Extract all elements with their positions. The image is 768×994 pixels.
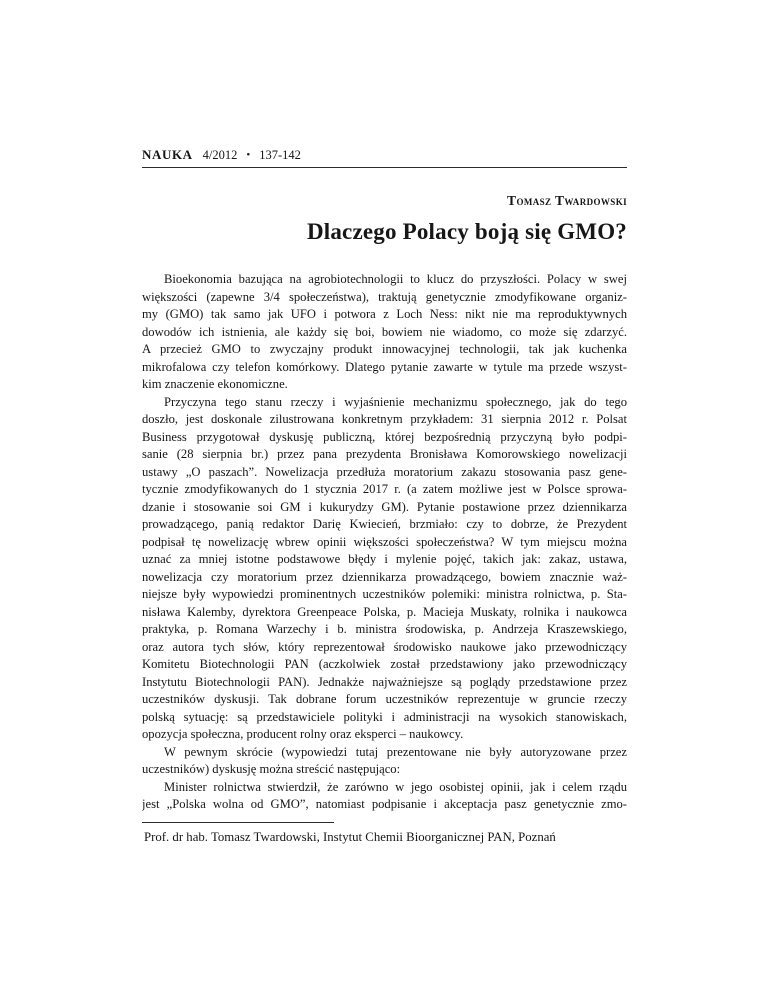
- text-line: uczestników dyskusji. Tak dobrane forum uczestników reprezentuje w gruncie rzeczy: [142, 692, 627, 706]
- text-line: A przecież GMO to zwyczajny produkt innowacyjnej technologii, tak jak kuchenka: [142, 342, 627, 356]
- text-line: dzanie i stosowanie soi GM i kukurydzy GM). Pytanie postawione przez dziennikarza: [142, 499, 627, 514]
- text-line: podpisał tę nowelizację wbrew opinii większości społeczeństwa? W tym miejscu można: [142, 534, 627, 549]
- paragraph: [142, 271, 627, 394]
- paragraph: [142, 779, 627, 814]
- text-line: mikrofalowa czy telefon komórkowy. Dlatego pytanie zawarte w tytule ma przede wszyst-: [142, 359, 627, 374]
- text-line: Przyczyna tego stanu rzeczy i wyjaśnienie mechanizmu społecznego, jak do tego: [164, 394, 627, 409]
- issue-number: 4/2012: [202, 148, 238, 162]
- article-body: [142, 271, 627, 814]
- footnote-text: Prof. dr hab. Tomasz Twardowski, Instytut Chemii Bioorganicznej PAN, Poznań: [144, 830, 556, 844]
- journal-name: NAUKA: [142, 147, 193, 162]
- journal-header: [142, 147, 627, 168]
- text-line: jest „Polska wolna od GMO”, natomiast podpisanie i akceptacja pasz genetycznie zmo-: [142, 797, 627, 811]
- author-name: Tomasz Twardowski: [507, 193, 627, 208]
- text-line: polską sytuację: są przedstawiciele polityki i administracji na wysokich stanowiskach,: [142, 709, 627, 724]
- text-line: kim znaczenie ekonomiczne.: [142, 377, 288, 391]
- text-line: Komitetu Biotechnologii PAN (aczkolwiek został przedstawiony jako przewodniczący: [142, 657, 627, 671]
- text-line: uznać za mniej istotne podstawowe błędy i mylenie pojęć, takich jak: zakaz, ustawa,: [142, 552, 627, 566]
- paragraph: [142, 394, 627, 744]
- text-line: doszło, jest doskonale zilustrowana konkretnym przykładem: 31 sierpnia 2012 r. Polsat: [142, 412, 627, 426]
- text-line: my (GMO) tak samo jak UFO i potwora z Loch Ness: nikt nie ma reproduktywnych: [142, 307, 627, 321]
- text-line: sanie (28 sierpnia br.) przez pana prezydenta Bronisława Komorowskiego nowelizacji: [142, 447, 627, 461]
- footnote-divider: [142, 822, 334, 823]
- text-line: nisława Kalemby, dyrektora Greenpeace Polska, p. Macieja Muskaty, rolnika i naukowca: [142, 604, 627, 619]
- text-line: Minister rolnictwa stwierdził, że zarówno w jego osobistej opinii, jak i celem rządu: [164, 779, 627, 794]
- page-range: 137-142: [259, 148, 301, 162]
- text-line: tycznie zmodyfikowanych do 1 stycznia 2017 r. (a zatem możliwe jest w Polsce sprowa-: [142, 482, 627, 496]
- text-line: ustawy „O paszach”. Nowelizacja przedłuża moratorium zakazu stosowania pasz gene-: [142, 464, 627, 479]
- text-line: prowadzącego, panią redaktor Darię Kwiecień, brzmiało: czy to dobrze, że Prezydent: [142, 517, 627, 531]
- text-line: Bioekonomia bazująca na agrobiotechnologii to klucz do przyszłości. Polacy w swej: [164, 272, 627, 286]
- text-line: opozycja społeczna, producent rolny oraz eksperci – naukowcy.: [142, 727, 464, 741]
- paragraph: [142, 744, 627, 779]
- text-line: oraz autora tych słów, który reprezentował środowisko naukowe jako przewodniczący: [142, 639, 627, 654]
- bullet-separator: •: [246, 149, 251, 161]
- article-title: Dlaczego Polacy boją się GMO?: [306, 219, 627, 244]
- text-line: uczestników) dyskusję można streścić następująco:: [142, 762, 401, 776]
- text-line: nowelizacja czy moratorium przez dziennikarza prowadzącego, bowiem znacznie waż-: [142, 569, 627, 584]
- text-line: Business przygotował dyskusję publiczną, której bezpośrednią przyczyną było podpi-: [142, 429, 627, 444]
- text-line: Instytutu Biotechnologii PAN). Jednakże najważniejsze są poglądy przedstawione przez: [142, 674, 627, 689]
- text-line: dowodów ich istnienia, ale każdy się boi, bowiem nie wiadomo, co może się zdarzyć.: [142, 324, 627, 339]
- text-line: większości (zapewne 3/4 społeczeństwa), traktują genetycznie zmodyfikowane organiz-: [142, 289, 627, 304]
- text-line: niejsze były wypowiedzi prominentnych uczestników polemiki: ministra rolnictwa, p. Sta-: [142, 587, 627, 601]
- text-line: W pewnym skrócie (wypowiedzi tutaj prezentowane nie były autoryzowane przez: [164, 744, 627, 759]
- text-line: praktyka, p. Romana Warzechy i b. ministra środowiska, p. Andrzeja Kraszewskiego,: [142, 622, 627, 636]
